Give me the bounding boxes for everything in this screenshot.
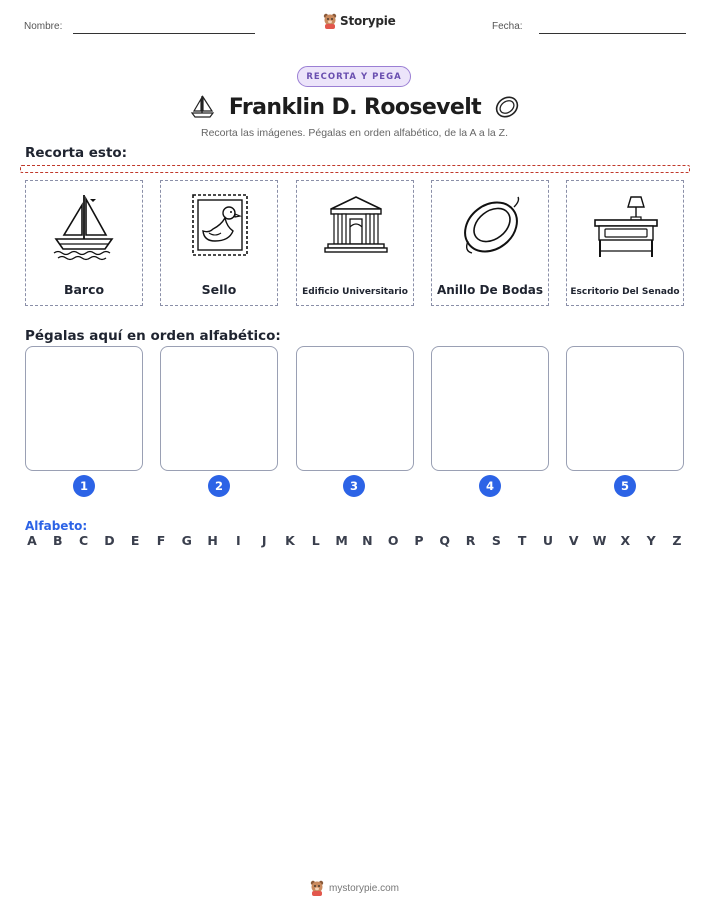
letter: W	[592, 533, 607, 548]
storypie-logo	[323, 13, 396, 29]
card-label: Escritorio Del Senado	[570, 287, 680, 297]
letter: A	[27, 533, 37, 548]
letter: Q	[439, 533, 451, 548]
bear-icon	[323, 13, 337, 29]
letter: Y	[646, 533, 656, 548]
sailboat-title-icon	[189, 93, 217, 121]
footer-url[interactable]: mystorypie.com	[328, 882, 399, 894]
slot-number-4: 4	[479, 475, 501, 497]
letter: V	[568, 533, 579, 548]
letter: U	[542, 533, 554, 548]
letter: J	[261, 533, 267, 548]
card-anillo-de-bodas[interactable]	[431, 180, 549, 306]
sailboat-icon	[50, 189, 120, 261]
ring-title-icon	[493, 93, 521, 121]
instructions: Recorta las imágenes. Pégalas en orden alfabético, de la A a la Z.	[200, 127, 509, 139]
paste-box-1[interactable]	[25, 346, 143, 471]
letter: B	[53, 533, 63, 548]
card-label: Anillo De Bodas	[436, 283, 544, 297]
page-title: Franklin D. Roosevelt	[228, 94, 482, 120]
title-row	[180, 91, 530, 123]
letter: M	[335, 533, 348, 548]
letter: C	[79, 533, 89, 548]
paste-box-4[interactable]	[431, 346, 549, 471]
name-line[interactable]	[73, 33, 255, 34]
alphabet-label: Alfabeto:	[25, 519, 88, 533]
letter: P	[414, 533, 424, 548]
card-label: Sello	[201, 282, 237, 297]
paste-box-3[interactable]	[296, 346, 414, 471]
slot-number-1: 1	[73, 475, 95, 497]
building-icon	[321, 189, 391, 261]
card-label: Edificio Universitario	[302, 287, 408, 297]
slot-number-5: 5	[614, 475, 636, 497]
letter: E	[130, 533, 140, 548]
letter: R	[465, 533, 476, 548]
card-edificio-universitario[interactable]	[296, 180, 414, 306]
date-line[interactable]	[539, 33, 686, 34]
letter: D	[104, 533, 115, 548]
slot-number-2: 2	[208, 475, 230, 497]
slot-number-3: 3	[343, 475, 365, 497]
activity-badge: RECORTA Y PEGA	[297, 66, 411, 87]
card-barco[interactable]	[25, 180, 143, 306]
name-label: Nombre:	[24, 21, 63, 32]
letter: Z	[672, 533, 682, 548]
letter: I	[236, 533, 241, 548]
alphabet-row	[25, 533, 684, 548]
paste-heading: Pégalas aquí en orden alfabético:	[25, 328, 281, 344]
card-sello[interactable]	[160, 180, 278, 306]
footer	[0, 880, 709, 896]
bear-icon	[310, 880, 324, 896]
paste-box-5[interactable]	[566, 346, 684, 471]
letter: H	[207, 533, 218, 548]
letter: O	[387, 533, 399, 548]
cut-line	[20, 165, 690, 173]
ring-icon	[456, 189, 526, 261]
stamp-icon	[185, 189, 255, 261]
paste-box-2[interactable]	[160, 346, 278, 471]
desk-icon	[591, 189, 661, 261]
letter: N	[362, 533, 373, 548]
cut-heading: Recorta esto:	[25, 145, 128, 161]
letter: K	[285, 533, 295, 548]
letter: G	[181, 533, 192, 548]
letter: T	[517, 533, 527, 548]
brand-name: Storypie	[340, 14, 396, 28]
letter: F	[156, 533, 166, 548]
letter: S	[491, 533, 501, 548]
letter: L	[311, 533, 320, 548]
letter: X	[620, 533, 631, 548]
card-label: Barco	[63, 282, 105, 297]
card-escritorio-del-senado[interactable]	[566, 180, 684, 306]
date-label: Fecha:	[492, 21, 523, 32]
